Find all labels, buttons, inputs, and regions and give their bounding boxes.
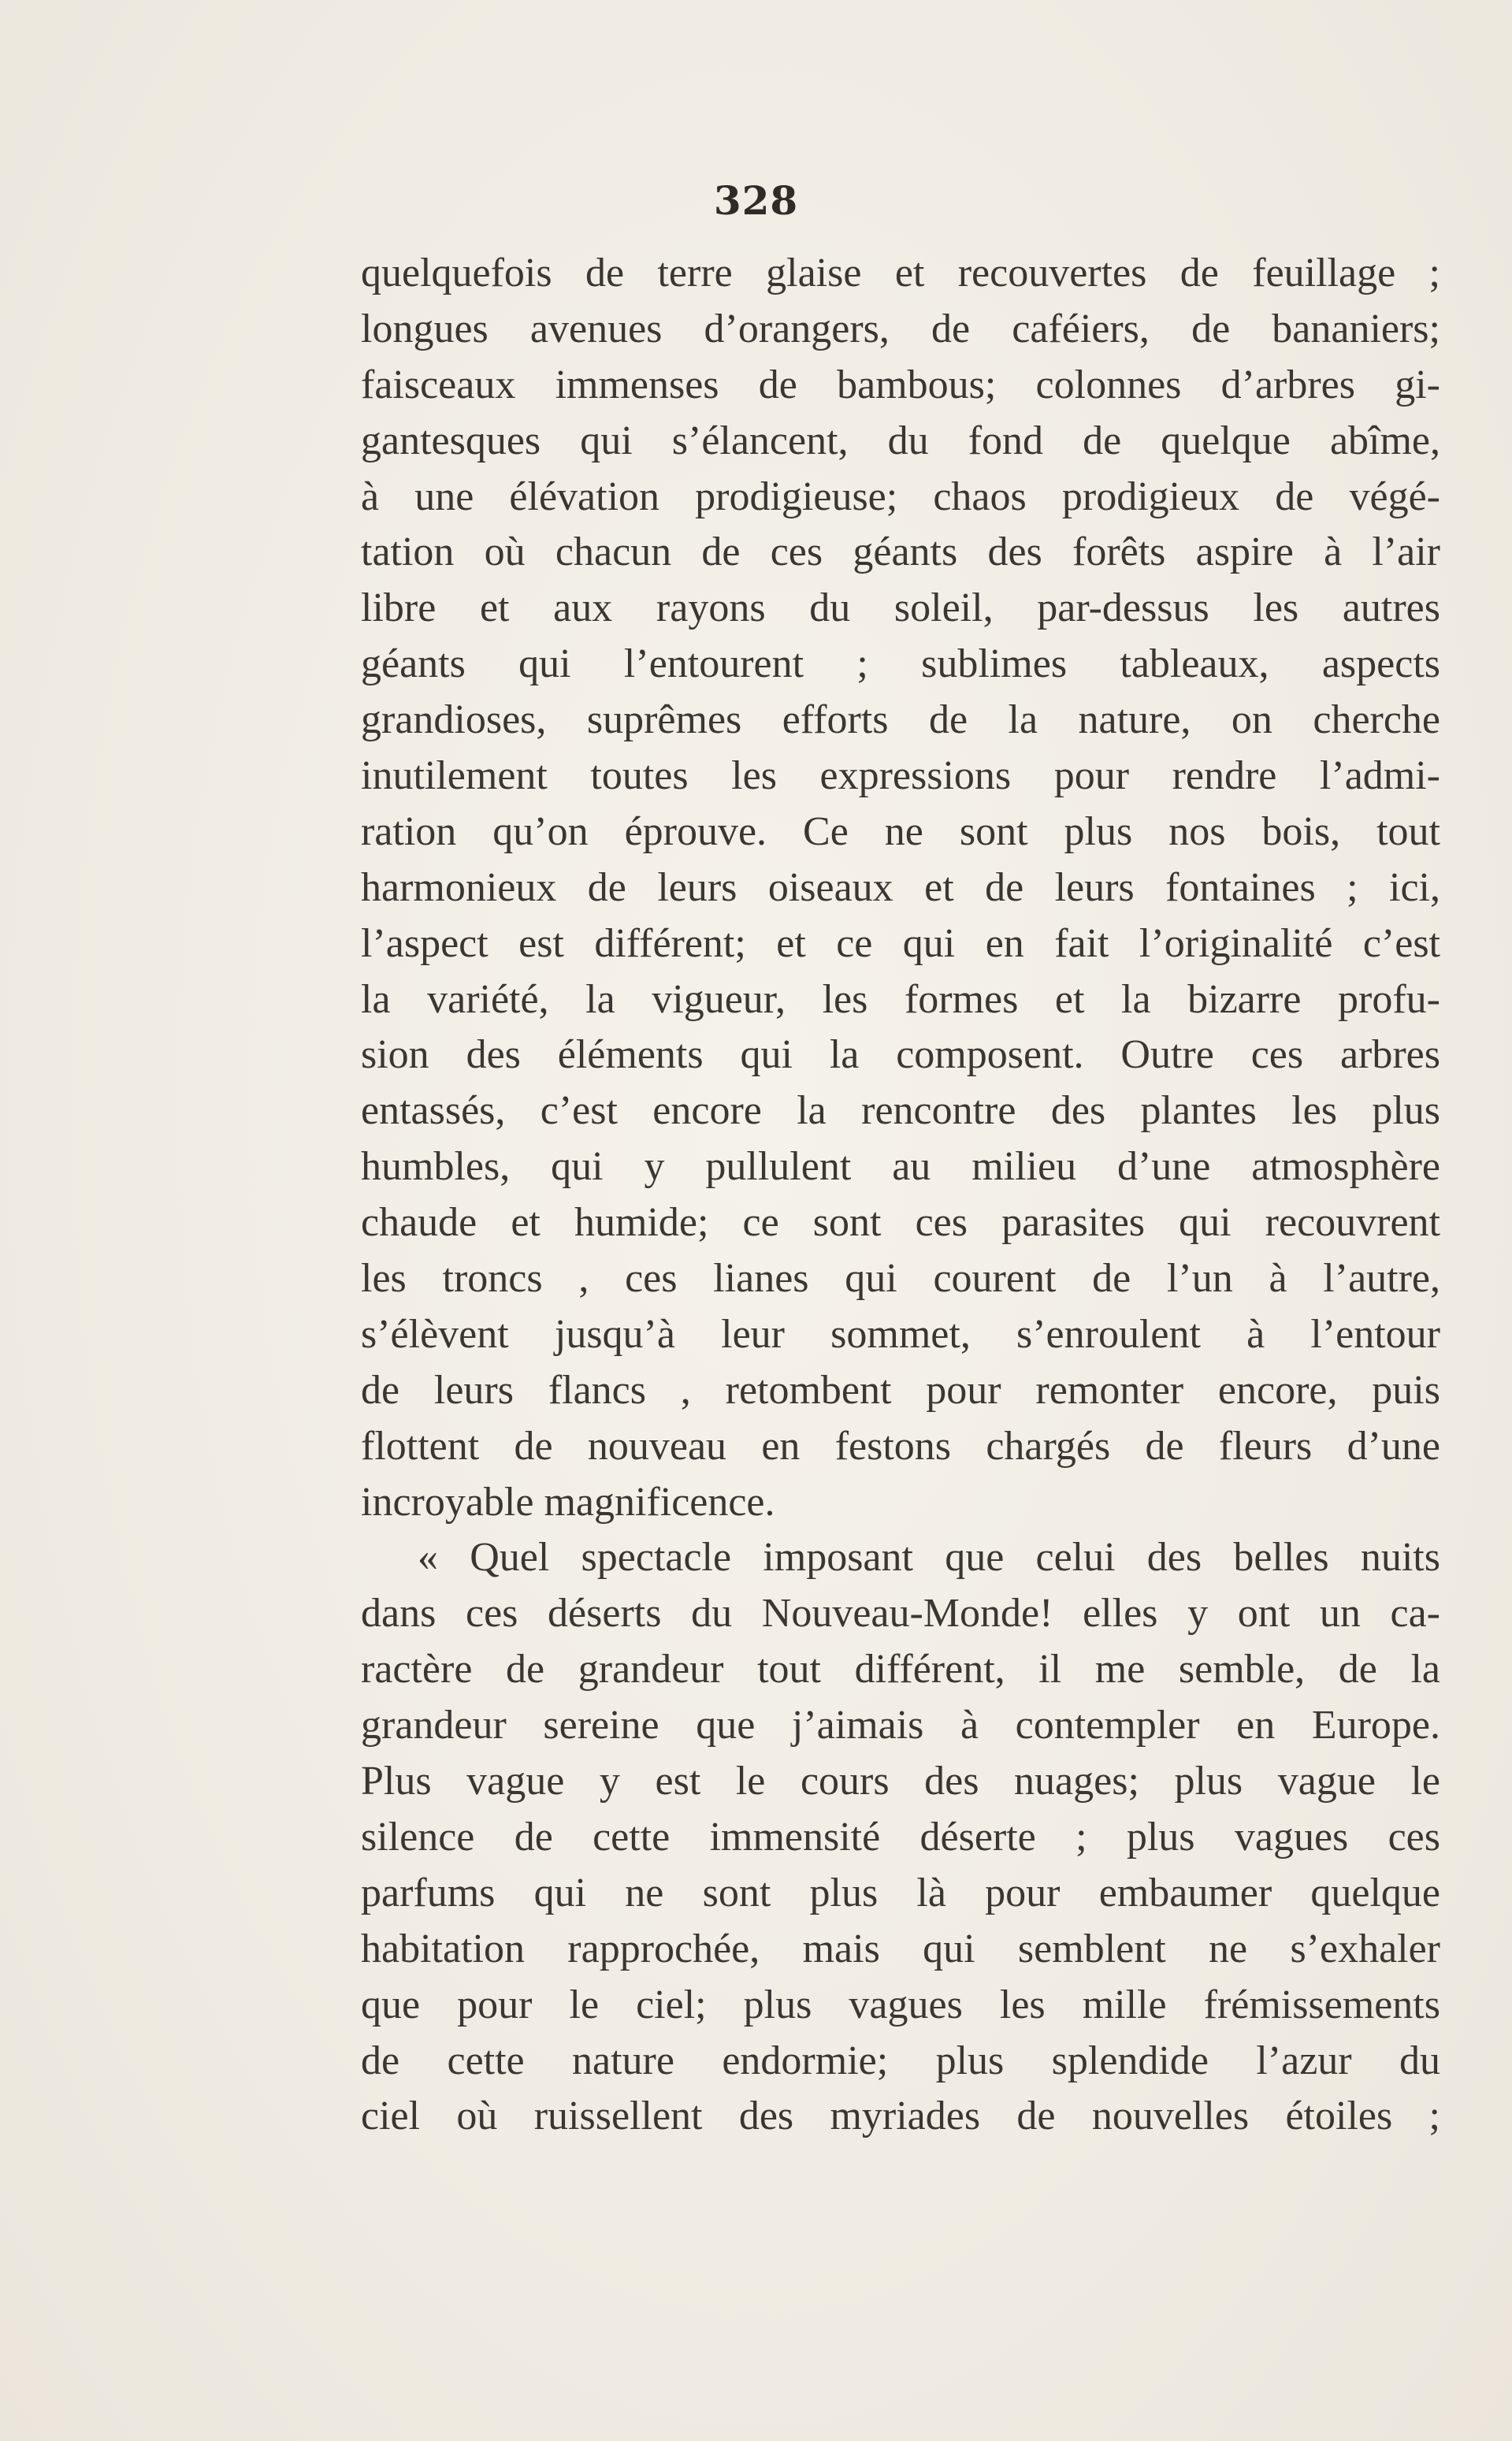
text-line: grandeur sereine que j’aimais à contempler en Europe.	[361, 1703, 1440, 1748]
text-line: libre et aux rayons du soleil, par-dessus les autres	[361, 585, 1440, 631]
text-line: sion des éléments qui la composent. Outre ces arbres	[361, 1032, 1440, 1078]
text-line: gantesques qui s’élancent, du fond de quelque abîme,	[361, 418, 1440, 463]
text-line: faisceaux immenses de bambous; colonnes d’arbres gi-	[361, 362, 1440, 407]
text-line: tation où chacun de ces géants des forêts aspire à l’air	[361, 529, 1440, 575]
text-line: l’aspect est différent; et ce qui en fait l’originalité c’est	[361, 920, 1440, 966]
text-line: la variété, la vigueur, les formes et la bizarre profu-	[361, 976, 1440, 1022]
text-line: dans ces déserts du Nouveau-Monde! elles y ont un ca-	[361, 1591, 1440, 1637]
text-line: que pour le ciel; plus vagues les mille frémissements	[361, 1982, 1440, 2027]
text-line: Plus vague y est le cours des nuages; plus vague le	[361, 1759, 1440, 1804]
text-line: entassés, c’est encore la rencontre des plantes les plus	[361, 1088, 1440, 1134]
text-line: de cette nature endormie; plus splendide l’azur du	[361, 2038, 1440, 2083]
text-line: chaude et humide; ce sont ces parasites qui recouvrent	[361, 1200, 1440, 1246]
paragraph-start-line: « Quel spectacle imposant que celui des belles nuits	[418, 1535, 1440, 1581]
page-number: 328	[713, 177, 799, 224]
text-line: grandioses, suprêmes efforts de la nature, on cherche	[361, 697, 1440, 743]
text-line: ciel où ruissellent des myriades de nouvelles étoiles ;	[361, 2094, 1440, 2139]
text-line: quelquefois de terre glaise et recouvertes de feuillage ;	[361, 251, 1440, 295]
text-line: à une élévation prodigieuse; chaos prodigieux de végé-	[361, 474, 1440, 519]
text-line: ration qu’on éprouve. Ce ne sont plus nos bois, tout	[361, 808, 1440, 854]
body-text	[361, 246, 1440, 2145]
text-line: humbles, qui y pullulent au milieu d’une atmosphère	[361, 1144, 1440, 1190]
text-line: les troncs , ces lianes qui courent de l’un à l’autre,	[361, 1256, 1440, 1302]
text-line: parfums qui ne sont plus là pour embaumer quelque	[361, 1870, 1440, 1915]
text-line: harmonieux de leurs oiseaux et de leurs fontaines ; ici,	[361, 864, 1440, 910]
text-line: de leurs flancs , retombent pour remonter encore, puis	[361, 1367, 1440, 1413]
paragraph-end-line: incroyable magnificence.	[361, 1479, 775, 1525]
text-line: ractère de grandeur tout différent, il me semble, de la	[361, 1647, 1440, 1692]
text-line: inutilement toutes les expressions pour rendre l’admi-	[361, 753, 1440, 799]
text-line: géants qui l’entourent ; sublimes tableaux, aspects	[361, 641, 1440, 687]
text-line: habitation rapprochée, mais qui semblent ne s’exhaler	[361, 1926, 1440, 1971]
text-line: s’élèvent jusqu’à leur sommet, s’enroulent à l’entour	[361, 1311, 1440, 1357]
text-line: flottent de nouveau en festons chargés de fleurs d’une	[361, 1423, 1440, 1469]
text-line: longues avenues d’orangers, de caféiers, de bananiers;	[361, 306, 1440, 351]
text-line: silence de cette immensité déserte ; plus vagues ces	[361, 1814, 1440, 1860]
